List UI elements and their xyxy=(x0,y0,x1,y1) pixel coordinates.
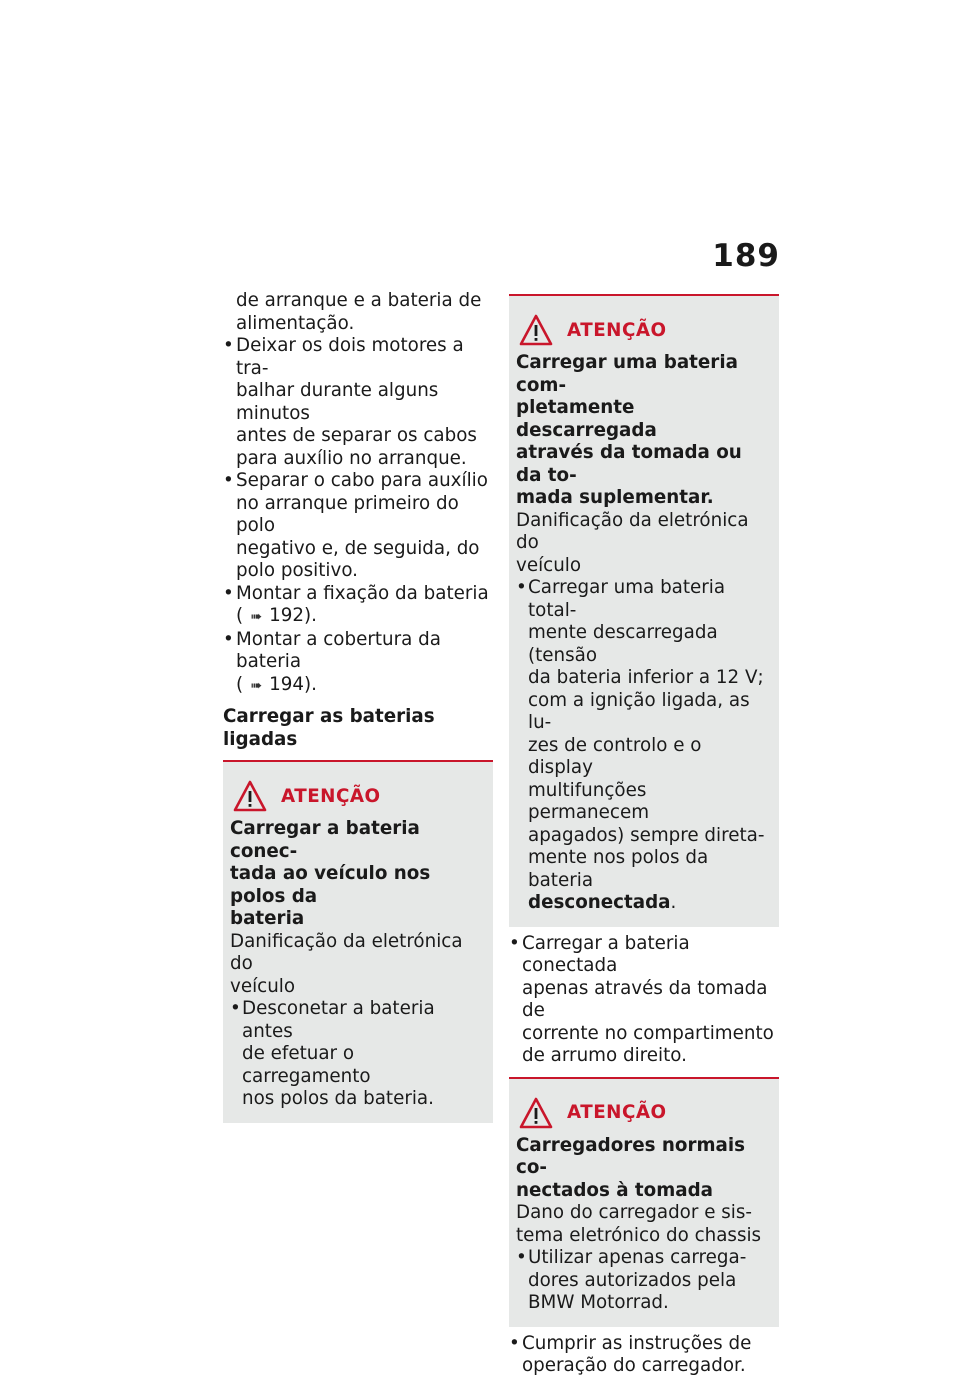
warning-title: ATENÇÃO xyxy=(281,785,381,807)
double-arrow-icon: ➠ xyxy=(250,677,262,694)
bullet-icon: • xyxy=(223,582,234,604)
page-reference[interactable]: ( ➠ 192). xyxy=(236,605,493,629)
text-line: BMW Motorrad. xyxy=(528,1292,669,1313)
text-line: nos polos da bateria. xyxy=(242,1088,434,1109)
list-item xyxy=(516,577,771,915)
text-line: corrente no compartimento xyxy=(522,1022,774,1044)
warning-subject xyxy=(516,352,771,510)
text-line: dores autorizados pela xyxy=(528,1269,737,1291)
intro-text xyxy=(223,290,493,335)
right-column xyxy=(509,285,779,1378)
text-line: mada suplementar. xyxy=(516,487,714,508)
text-line: nectados à tomada xyxy=(516,1179,714,1201)
text-line: Cumprir as instruções de xyxy=(522,1332,752,1354)
text-line: Carregadores normais co- xyxy=(516,1134,746,1178)
text-line: de efetuar o carregamento xyxy=(242,1043,371,1087)
warning-title: ATENÇÃO xyxy=(567,319,667,341)
text-line: Danificação da eletrónica do xyxy=(230,930,463,974)
warning-subject xyxy=(230,818,485,931)
warning-subject xyxy=(516,1135,771,1203)
text-line: para auxílio no arranque. xyxy=(236,447,467,469)
bullet-icon: • xyxy=(509,932,520,954)
text-line: através da tomada ou da to- xyxy=(516,442,742,486)
warning-header xyxy=(516,1097,771,1129)
list-item xyxy=(509,1333,779,1378)
list-item xyxy=(223,470,493,583)
text-line: multifunções permanecem xyxy=(528,779,649,823)
text-line: veículo xyxy=(516,554,582,576)
list-item xyxy=(509,933,779,1068)
warning-consequence xyxy=(230,931,485,999)
text-line: tada ao veículo nos polos da xyxy=(230,863,431,907)
warning-triangle-icon xyxy=(233,780,267,812)
text-line: com a ignição ligada, as lu- xyxy=(528,689,750,733)
text-line: Dano do carregador e sis- xyxy=(516,1202,752,1223)
text-line: Danificação da eletrónica do xyxy=(516,509,749,553)
text-line: da bateria inferior a 12 V; xyxy=(528,667,764,688)
text-line: Deixar os dois motores a tra- xyxy=(236,335,464,379)
bullet-icon: • xyxy=(230,998,241,1019)
bullet-icon: • xyxy=(516,1247,527,1268)
text-line: operação do carregador. xyxy=(522,1355,746,1376)
list-item xyxy=(223,583,493,629)
text-line: Utilizar apenas carrega- xyxy=(528,1247,747,1268)
warning-triangle-icon xyxy=(519,314,553,346)
warning-box xyxy=(509,1077,779,1327)
text-line: alimentação. xyxy=(236,312,355,334)
text-line: zes de controlo e o display xyxy=(528,734,702,778)
page-reference[interactable]: ( ➠ 194). xyxy=(236,674,493,698)
text-line: Separar o cabo para auxílio xyxy=(236,470,488,491)
warning-consequence xyxy=(516,510,771,578)
text-line: no arranque primeiro do polo xyxy=(236,492,459,536)
warning-consequence xyxy=(516,1202,771,1247)
text-line: polo positivo. xyxy=(236,560,358,581)
bullet-icon: • xyxy=(223,335,234,356)
warning-title: ATENÇÃO xyxy=(567,1102,667,1123)
text-line: pletamente descarregada xyxy=(516,397,657,441)
text-line: Carregar uma bateria total- xyxy=(528,577,726,621)
text-line: Montar a cobertura da bateria xyxy=(236,628,441,672)
warning-header xyxy=(516,314,771,346)
list-item xyxy=(516,1247,771,1315)
double-arrow-icon: ➠ xyxy=(250,609,262,625)
text-line: mente nos polos da bateria xyxy=(528,847,709,891)
bullet-icon: • xyxy=(516,577,527,598)
text-line: balhar durante alguns minutos xyxy=(236,380,439,424)
bullet-icon: • xyxy=(223,470,234,491)
left-column xyxy=(223,290,493,1129)
bullet-icon: • xyxy=(223,628,234,650)
text-line: desconectada. xyxy=(528,892,677,913)
list-item xyxy=(223,335,493,470)
warning-triangle-icon xyxy=(519,1097,553,1129)
text-line: veículo xyxy=(230,975,296,997)
emphasis-text: desconectada xyxy=(528,892,671,913)
text-line: Carregar a bateria conec- xyxy=(230,818,420,862)
warning-box xyxy=(223,760,493,1123)
bullet-icon: • xyxy=(509,1332,520,1354)
text-line: Carregar a bateria conectada xyxy=(522,932,690,976)
text-line: antes de separar os cabos xyxy=(236,425,477,446)
section-heading: Carregar as baterias ligadas xyxy=(223,706,435,750)
text-line: apenas através da tomada de xyxy=(522,977,768,1021)
text-line: de arrumo direito. xyxy=(522,1045,687,1066)
text-line: mente descarregada (tensão xyxy=(528,622,718,666)
text-line: Carregar uma bateria com- xyxy=(516,352,738,396)
text-line: negativo e, de seguida, do xyxy=(236,537,480,559)
page-number: 189 xyxy=(712,238,780,274)
text-line: de arranque e a bateria de xyxy=(236,290,482,311)
list-item xyxy=(230,998,485,1111)
text-line: Desconetar a bateria antes xyxy=(242,998,435,1042)
warning-header xyxy=(230,780,485,812)
text-line: apagados) sempre direta- xyxy=(528,824,765,846)
warning-box xyxy=(509,294,779,927)
text-line: Montar a fixação da bateria xyxy=(236,582,489,604)
text-line: tema eletrónico do chassis xyxy=(516,1224,762,1246)
list-item xyxy=(223,629,493,698)
text-line: bateria xyxy=(230,908,305,929)
